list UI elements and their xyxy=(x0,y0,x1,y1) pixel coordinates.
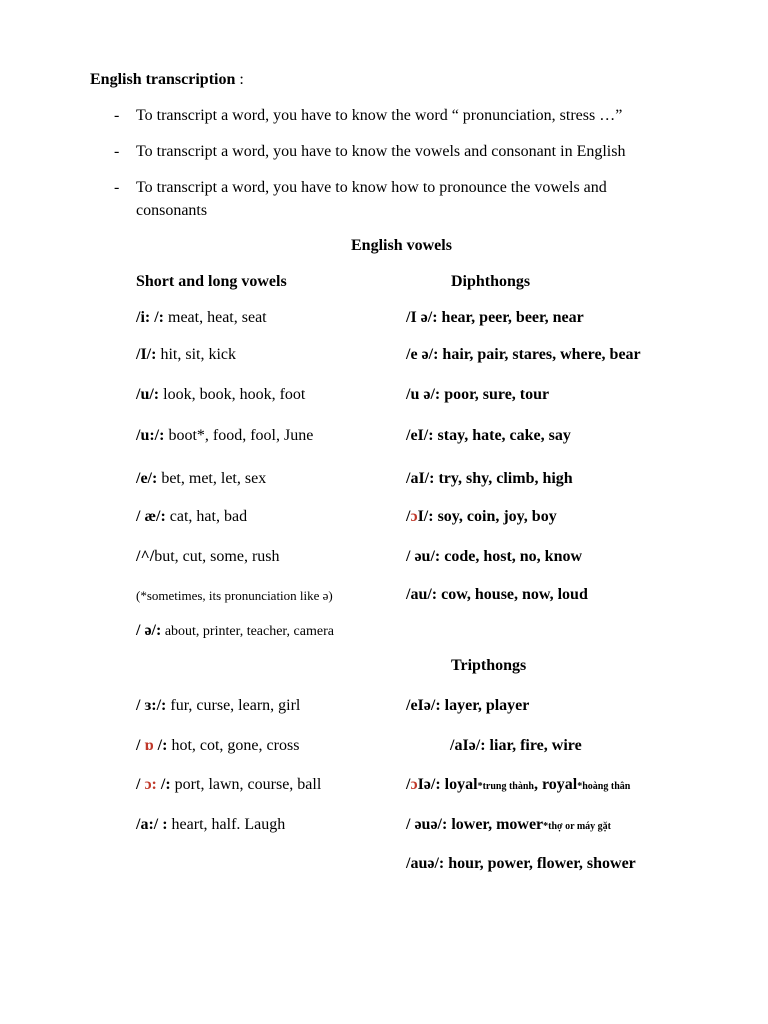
diphthong-words: hair, pair, stares, where, bear xyxy=(438,346,641,363)
bullet-text: To transcript a word, you have to know how to pronounce the vowels and xyxy=(136,179,607,196)
diphthong-symbol: /I ə/: xyxy=(406,309,438,326)
bullet-dash: - xyxy=(114,143,120,160)
short-long-heading: Short and long vowels xyxy=(136,273,287,290)
diphthong-row xyxy=(406,426,571,446)
tripthong-symbol: /aIə/: xyxy=(450,737,486,754)
page-title xyxy=(90,70,244,90)
diphthong-words: code, host, no, know xyxy=(440,548,583,565)
vowel-words: but, cut, some, rush xyxy=(154,548,280,565)
title-text: English transcription xyxy=(90,71,236,88)
vowel-symbol: /u:/: xyxy=(136,427,165,444)
vowel-row xyxy=(136,547,280,567)
tripthong-symbol-close: Iə/: xyxy=(417,776,441,793)
vowel-symbol: / ɜ:/: xyxy=(136,697,167,714)
diphthong-words: soy, coin, joy, boy xyxy=(433,508,557,525)
diphthong-row xyxy=(406,585,588,605)
vowel-words: heart, half. Laugh xyxy=(167,816,286,833)
diphthong-row xyxy=(406,507,557,527)
vowel-words: look, book, hook, foot xyxy=(159,386,306,403)
vowel-row xyxy=(136,469,266,489)
vowel-symbol: /^/ xyxy=(136,548,155,565)
diphthong-words: hear, peer, beer, near xyxy=(437,309,584,326)
tripthong-symbol-open: / xyxy=(406,776,411,793)
vowel-symbol-red: ɒ xyxy=(144,737,154,754)
diphthong-symbol-red: ɔ xyxy=(410,508,418,525)
vowel-row xyxy=(136,736,299,756)
translation-note: *hoàng thân xyxy=(577,781,631,792)
vowel-row xyxy=(136,426,313,446)
diphthong-row xyxy=(406,469,573,489)
vowel-symbol-red: ɔ: xyxy=(144,776,157,793)
bullet-text: To transcript a word, you have to know the word “ pronunciation, stress …” xyxy=(136,107,623,124)
tripthong-symbol: /eIə/: xyxy=(406,697,441,714)
vowel-symbol: / ə/: xyxy=(136,622,162,639)
vowel-note: (*sometimes, its pronunciation like ə) xyxy=(136,588,333,603)
diphthong-words: try, shy, climb, high xyxy=(434,470,573,487)
vowel-words: cat, hat, bad xyxy=(165,508,248,525)
translation-note: *trung thành xyxy=(477,781,534,792)
diphthong-symbol: /au/: xyxy=(406,586,438,603)
bullet-text: To transcript a word, you have to know the vowels and consonant in English xyxy=(136,143,626,160)
diphthong-row xyxy=(406,308,584,328)
diphthong-symbol: /u ə/: xyxy=(406,386,441,403)
vowel-symbol-open: / xyxy=(136,737,145,754)
bullet-text-continued: consonants xyxy=(136,202,208,219)
tripthong-words: lower, mower xyxy=(447,816,544,833)
diphthong-symbol: /e ə/: xyxy=(406,346,439,363)
diphthong-words: poor, sure, tour xyxy=(440,386,550,403)
title-suffix: : xyxy=(235,71,244,88)
tripthong-words-2: , royal xyxy=(533,776,578,793)
vowel-symbol: /a:/ : xyxy=(136,816,168,833)
tripthong-words: loyal xyxy=(440,776,478,793)
vowel-symbol: /e/: xyxy=(136,470,158,487)
vowel-row xyxy=(136,775,321,795)
tripthong-row xyxy=(406,696,529,716)
vowel-symbol-close: /: xyxy=(153,737,168,754)
diphthong-symbol: /eI/: xyxy=(406,427,434,444)
vowel-words: port, lawn, course, ball xyxy=(170,776,322,793)
tripthong-symbol: /auə/: xyxy=(406,855,445,872)
diphthong-symbol: /aI/: xyxy=(406,470,435,487)
section-title: English vowels xyxy=(351,237,452,254)
vowel-words: meat, heat, seat xyxy=(164,309,267,326)
vowel-words: fur, curse, learn, girl xyxy=(166,697,301,714)
vowel-symbol: /I/: xyxy=(136,346,157,363)
diphthong-row xyxy=(406,385,549,405)
vowel-row xyxy=(136,345,236,365)
vowel-row xyxy=(136,815,285,835)
diphthong-words: cow, house, now, loud xyxy=(437,586,588,603)
bullet-dash: - xyxy=(114,107,120,124)
tripthong-words: layer, player xyxy=(440,697,530,714)
vowel-symbol-open: / xyxy=(136,776,145,793)
diphthong-symbol: / əu/: xyxy=(406,548,441,565)
tripthong-row xyxy=(406,854,636,874)
vowel-row xyxy=(136,621,334,642)
diphthong-row xyxy=(406,345,641,365)
tripthong-symbol: / əuə/: xyxy=(406,816,448,833)
diphthongs-heading: Diphthongs xyxy=(451,273,531,290)
tripthong-words: hour, power, flower, shower xyxy=(444,855,636,872)
vowel-words: about, printer, teacher, camera xyxy=(161,624,334,639)
diphthong-row xyxy=(406,547,582,567)
diphthong-symbol-close: I/: xyxy=(417,508,434,525)
tripthong-words: liar, fire, wire xyxy=(485,737,582,754)
vowel-row xyxy=(136,696,300,716)
vowel-words: hot, cot, gone, cross xyxy=(167,737,300,754)
vowel-words: boot*, food, fool, June xyxy=(164,427,314,444)
diphthong-words: stay, hate, cake, say xyxy=(433,427,571,444)
vowel-words: bet, met, let, sex xyxy=(157,470,267,487)
vowel-symbol: /i: /: xyxy=(136,309,164,326)
diphthong-symbol-open: / xyxy=(406,508,411,525)
tripthong-row xyxy=(450,736,582,756)
tripthong-symbol-red: ɔ xyxy=(410,776,418,793)
vowel-row xyxy=(136,385,305,405)
translation-note: *thợ or máy gặt xyxy=(543,821,612,832)
tripthong-row xyxy=(406,815,611,837)
vowel-row xyxy=(136,308,267,328)
vowel-words: hit, sit, kick xyxy=(156,346,237,363)
vowel-symbol: /u/: xyxy=(136,386,160,403)
tripthongs-heading: Tripthongs xyxy=(451,657,527,674)
vowel-symbol-close: /: xyxy=(156,776,171,793)
bullet-dash: - xyxy=(114,179,120,196)
vowel-symbol: / æ/: xyxy=(136,508,166,525)
tripthong-row xyxy=(406,775,630,797)
vowel-row xyxy=(136,507,247,527)
